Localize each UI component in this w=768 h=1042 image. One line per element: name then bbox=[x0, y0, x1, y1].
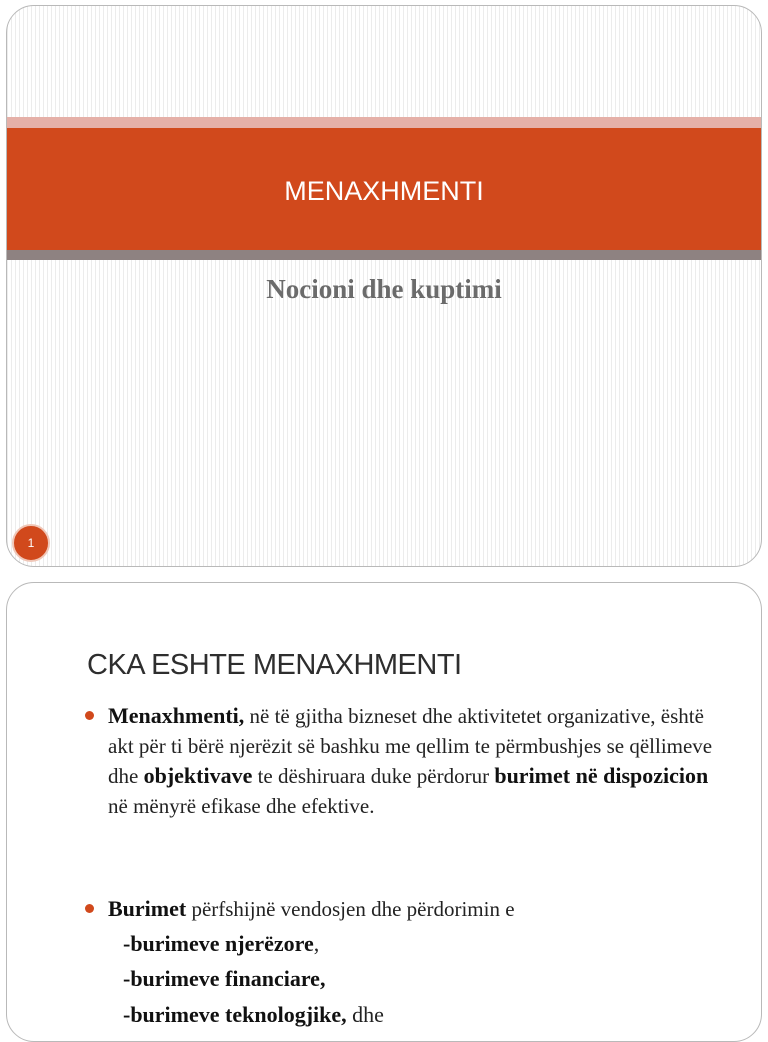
bullet-dot-icon bbox=[85, 711, 94, 720]
title-band bbox=[7, 128, 761, 250]
title-slide bbox=[6, 5, 762, 567]
bullet-resources-text bbox=[108, 894, 725, 925]
bullet-definition bbox=[85, 701, 725, 821]
title-band-bottom-stripe bbox=[7, 250, 761, 260]
title-band-top-stripe bbox=[7, 117, 761, 128]
body-text: në të gjitha bizneset dhe aktivitetet organizative, është akt për ti bërë njerëzit së bashku me qellim te përmbushjes se qëllimeve dhe bbox=[108, 704, 713, 788]
content-heading: CKA ESHTE MENAXHMENTI bbox=[87, 649, 462, 681]
slide-title: MENAXHMENTI bbox=[284, 175, 484, 206]
slide-subtitle: Nocioni dhe kuptimi bbox=[266, 274, 502, 304]
bullet-dot-icon bbox=[85, 904, 94, 913]
resource-item bbox=[123, 966, 325, 992]
bold-term: Menaxhmenti, bbox=[108, 703, 245, 728]
resource-item-label: -burimeve financiare, bbox=[123, 966, 326, 991]
bold-term: objektivave bbox=[143, 763, 253, 788]
resource-item bbox=[123, 931, 319, 957]
page-number-badge: 1 bbox=[12, 524, 50, 562]
content-slide bbox=[6, 582, 762, 1042]
body-text: në mënyrë efikase dhe efektive. bbox=[108, 793, 375, 818]
resource-item-suffix: dhe bbox=[346, 1002, 384, 1027]
bold-term: Burimet bbox=[108, 896, 187, 921]
body-text: përfshijnë vendosjen dhe përdorimin e bbox=[186, 897, 515, 921]
resource-item-label: -burimeve teknologjike, bbox=[123, 1002, 347, 1027]
bullet-definition-text bbox=[108, 701, 725, 821]
body-text: te dëshiruara duke përdorur bbox=[252, 764, 495, 788]
resource-item-label: -burimeve njerëzore bbox=[123, 931, 314, 956]
resource-item bbox=[123, 1002, 384, 1028]
bullet-resources bbox=[85, 894, 725, 925]
bold-term: burimet në dispozicion bbox=[494, 763, 709, 788]
resource-item-suffix: , bbox=[313, 931, 320, 956]
